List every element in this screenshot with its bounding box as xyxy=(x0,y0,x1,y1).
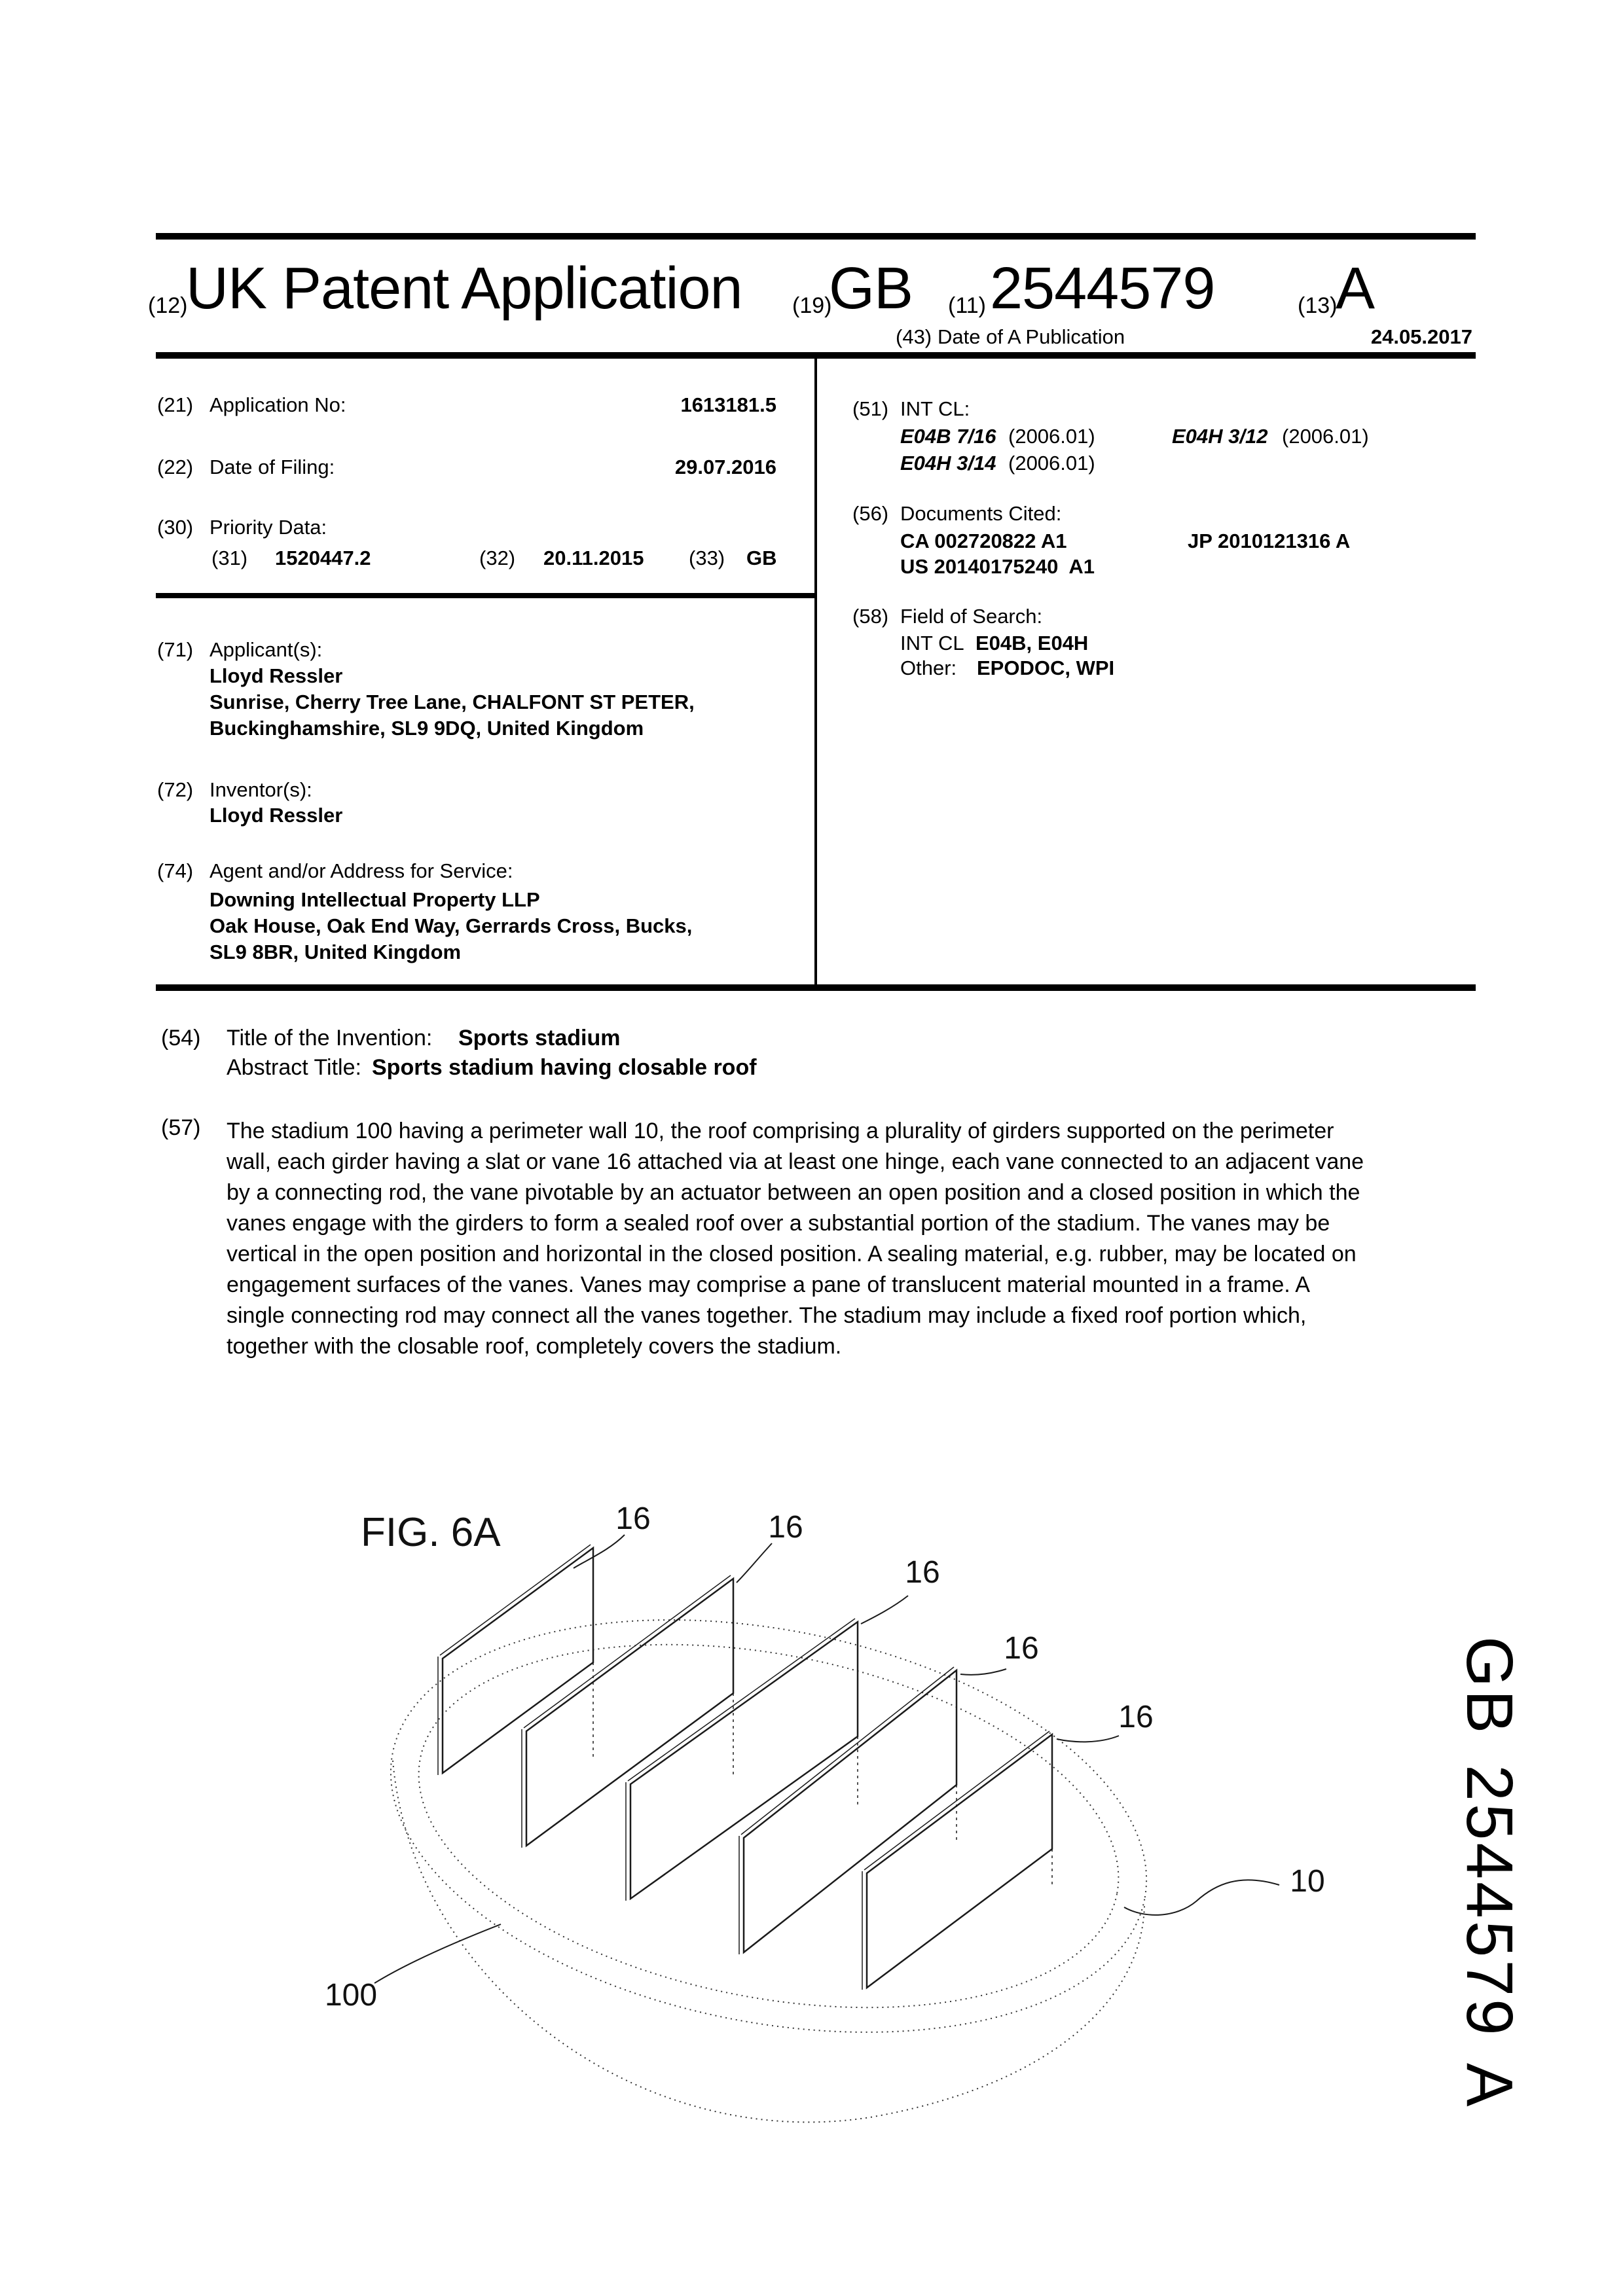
inid-11: (11) xyxy=(948,293,986,318)
abstract-text xyxy=(227,1116,1364,1362)
leader-line xyxy=(737,1543,772,1583)
applicant-address-line: Buckinghamshire, SL9 9DQ, United Kingdom xyxy=(210,717,644,740)
inid-13: (13) xyxy=(1298,293,1338,318)
search-other-value: EPODOC, WPI xyxy=(977,656,1115,679)
int-cl-code: E04H 3/14 xyxy=(900,452,996,475)
field-of-search-label: Field of Search: xyxy=(900,605,1043,628)
figure-6a-drawing xyxy=(248,1407,1427,2296)
abstract-title: Sports stadium having closable roof xyxy=(372,1055,757,1080)
vane xyxy=(522,1575,733,1848)
inid-74: (74) xyxy=(157,859,194,882)
kind-code: A xyxy=(1336,256,1375,321)
invention-title: Sports stadium xyxy=(458,1026,621,1050)
left-mid-rule xyxy=(156,593,814,598)
applicant-label: Applicant(s): xyxy=(210,638,323,661)
abstract-line: wall, each girder having a slat or vane 16 attached via at least one hinge, each vane connected to an adjacent vane xyxy=(227,1149,1364,1174)
int-cl-code: E04H 3/12 xyxy=(1172,425,1268,448)
leader-line xyxy=(1057,1736,1119,1742)
vane xyxy=(438,1545,593,1775)
stadium-bowl-silhouette xyxy=(393,1761,1144,2122)
inid-57: (57) xyxy=(161,1115,201,1140)
cited-document: JP 2010121316 A xyxy=(1188,529,1351,552)
documents-cited-label: Documents Cited: xyxy=(900,502,1062,525)
inid-19: (19) xyxy=(792,293,832,318)
ref-label-16: 16 xyxy=(768,1510,803,1545)
search-int-cl-value: E04B, E04H xyxy=(976,632,1089,655)
abstract-line: single connecting rod may connect all the vanes together. The stadium may include a fixed roof portion which, xyxy=(227,1303,1307,1328)
int-cl-year: (2006.01) xyxy=(1008,425,1095,448)
filing-date-label: Date of Filing: xyxy=(210,456,335,478)
publication-date: 24.05.2017 xyxy=(1370,325,1472,348)
inid-32: (32) xyxy=(479,547,516,569)
inventor-name: Lloyd Ressler xyxy=(210,804,343,827)
applicant-address-line: Sunrise, Cherry Tree Lane, CHALFONT ST PETER, xyxy=(210,691,695,713)
application-no-value: 1613181.5 xyxy=(680,393,776,416)
inid-51: (51) xyxy=(852,397,889,420)
abstract-line: together with the closable roof, completely covers the stadium. xyxy=(227,1334,842,1359)
int-cl-code: E04B 7/16 xyxy=(900,425,996,448)
int-cl-label: INT CL: xyxy=(900,397,970,420)
agent-address-line: SL9 8BR, United Kingdom xyxy=(210,941,462,963)
search-other-label: Other: xyxy=(900,656,957,679)
int-cl-year: (2006.01) xyxy=(1008,452,1095,475)
leader-line xyxy=(1124,1880,1279,1915)
inid-22: (22) xyxy=(157,456,194,478)
applicant-name: Lloyd Ressler xyxy=(210,664,343,687)
leader-line xyxy=(374,1924,501,1983)
inid-58: (58) xyxy=(852,605,889,628)
inid-56: (56) xyxy=(852,502,889,525)
inid-21: (21) xyxy=(157,393,194,416)
ref-label-10: 10 xyxy=(1290,1864,1325,1899)
header-rule xyxy=(156,352,1476,359)
abstract-title-label: Abstract Title: xyxy=(227,1055,361,1080)
inid-31: (31) xyxy=(211,547,248,569)
ref-label-16: 16 xyxy=(1004,1631,1039,1666)
inid-72: (72) xyxy=(157,778,194,801)
agent-label: Agent and/or Address for Service: xyxy=(210,859,513,882)
cited-document: CA 002720822 A1 xyxy=(900,529,1067,552)
biblio-bottom-rule xyxy=(156,984,1476,991)
filing-date-value: 29.07.2016 xyxy=(674,456,776,478)
abstract-line: by a connecting rod, the vane pivotable by an actuator between an open position and a closed position in which the xyxy=(227,1180,1360,1205)
title-label: Title of the Invention: xyxy=(227,1026,433,1050)
inid-43: (43) xyxy=(896,325,932,348)
vane xyxy=(739,1667,957,1954)
ref-label-16: 16 xyxy=(615,1501,651,1536)
country-code: GB xyxy=(829,256,913,321)
leader-line xyxy=(861,1596,908,1624)
stadium-outer-rim xyxy=(356,1560,1182,2092)
sidebar-document-id: GB 2544579 A xyxy=(1453,1636,1526,2109)
inid-71: (71) xyxy=(157,638,194,661)
ref-label-16: 16 xyxy=(1118,1700,1154,1734)
inid-30: (30) xyxy=(157,516,194,539)
figure-caption: FIG. 6A xyxy=(361,1510,501,1555)
document-type-title: UK Patent Application xyxy=(186,256,742,321)
cited-document: US 20140175240 A1 xyxy=(900,555,1095,578)
inventor-label: Inventor(s): xyxy=(210,778,312,801)
leader-line xyxy=(960,1669,1006,1675)
top-rule xyxy=(156,233,1476,240)
ref-label-16: 16 xyxy=(905,1555,940,1590)
agent-address-line: Oak House, Oak End Way, Gerrards Cross, Bucks, xyxy=(210,914,693,937)
application-no-label: Application No: xyxy=(210,393,346,416)
priority-country: GB xyxy=(746,547,777,569)
inid-33: (33) xyxy=(689,547,725,569)
agent-name: Downing Intellectual Property LLP xyxy=(210,888,540,911)
search-int-cl-label: INT CL xyxy=(900,632,964,655)
ref-label-100: 100 xyxy=(324,1978,378,2013)
inid-54: (54) xyxy=(161,1026,201,1050)
int-cl-year: (2006.01) xyxy=(1282,425,1369,448)
priority-number: 1520447.2 xyxy=(275,547,371,569)
inid-12: (12) xyxy=(148,293,188,318)
priority-date: 20.11.2015 xyxy=(543,547,644,569)
abstract-line: The stadium 100 having a perimeter wall 10, the roof comprising a plurality of girders supported on the perimeter xyxy=(227,1119,1334,1143)
column-divider xyxy=(814,359,817,990)
publication-number: 2544579 xyxy=(990,256,1215,321)
priority-data-label: Priority Data: xyxy=(210,516,327,539)
abstract-line: engagement surfaces of the vanes. Vanes may comprise a pane of translucent material mounted in a frame. A xyxy=(227,1272,1310,1297)
abstract-line: vertical in the open position and horizontal in the closed position. A sealing material, e.g. rubber, may be located on xyxy=(227,1242,1357,1266)
publication-date-label: Date of A Publication xyxy=(938,325,1125,348)
abstract-line: vanes engage with the girders to form a sealed roof over a substantial portion of the stadium. The vanes may be xyxy=(227,1211,1330,1236)
vane xyxy=(626,1619,858,1901)
